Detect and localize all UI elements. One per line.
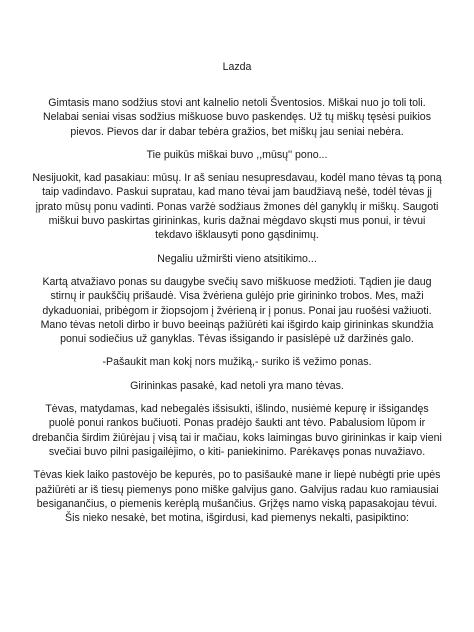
document-title: Lazda	[222, 61, 252, 73]
paragraph-7: Girininkas pasakė, kad netoli yra mano tėvas.	[130, 379, 344, 392]
paragraph-9: Tėvas kiek laiko pastovėjo be kepurės, po to pasišaukė mane ir liepė nubėgti prie upės pažiūrėti ar iš tiesų piemenys pono miške galvijus gano. Galvijus radau kuo ramiausiai besiganančius, o piemenis kerėplą mušančius. Grįžęs namo viską papasakojau tėvui. Šis nieko nesakė, bet motina, išgirdusi, kad piemenys nekalti, pasipiktino:	[33, 469, 441, 525]
paragraph-4: Negaliu užmiršti vieno atsitikimo...	[157, 252, 317, 265]
paragraph-6: -Pašaukit man kokį nors mužiką,- suriko iš vežimo ponas.	[102, 356, 372, 369]
paragraph-8: Tėvas, matydamas, kad nebegalės išsisukti, išlindo, nusiėmė kepurę ir išsigandęs puolė ponui rankos bučiuoti. Ponas pradėjo šaukti ant tėvo. Pabalusiom lūpom ir drebančia širdim žiūrėjau į visą tai ir mačiau, koks laimingas buvo girininkas ir kaip vieni svečiai buvo pilni pasigailėjimo, o kiti- paniekinimo. Parėkavęs ponas nuvažiavo.	[32, 403, 442, 458]
paragraph-5: Kartą atvažiavo ponas su daugybe svečių savo miškuose medžioti. Tądien jie daug stirnų ir paukščių prišaudė. Visa žvėriena gulėjo prie girininko trobos. Mes, maži dykaduoniai, pribėgom ir žiopsojom į žvėrieną ir į ponus. Ponai jau ruošėsi važiuoti. Mano tėvas netoli dirbo ir buvo beeinąs pažiūrėti kai išgirdo kaip girininkas skundžia ponui sodiečius už ganyklas. Tėvas išsigando ir pasislėpė už daržinės galo.	[40, 275, 434, 346]
paragraph-1: Gimtasis mano sodžius stovi ant kalnelio netoli Šventosios. Miškai nuo jo toli toli. Nelabai seniai visas sodžius miškuose buvo paskendęs. Už tų miškų tęsėsi puikios pievos. Pievos dar ir dabar tebėra gražios, bet miškų jau seniai nebėra.	[42, 97, 432, 138]
document-body	[32, 96, 442, 534]
paragraph-2: Tie puikūs miškai buvo ,,mūsų'' pono...	[146, 148, 328, 161]
paragraph-3: Nesijuokit, kad pasakiau: mūsų. Ir aš seniau nesupresdavau, kodėl mano tėvas tą poną taip vadindavo. Paskui supratau, kad mano tėvai jam baudžiavą nešė, todėl tėvas jį įprato mūsų ponu vadinti. Ponas varžė sodžiaus žmones dėl ganyklų ir miškų. Saugoti miškui buvo paskirtas girininkas, kuris dažnai mėgdavo skųsti mus ponui, ir tėvui tekdavo išklausyti pono gąsdinimų.	[32, 172, 442, 242]
